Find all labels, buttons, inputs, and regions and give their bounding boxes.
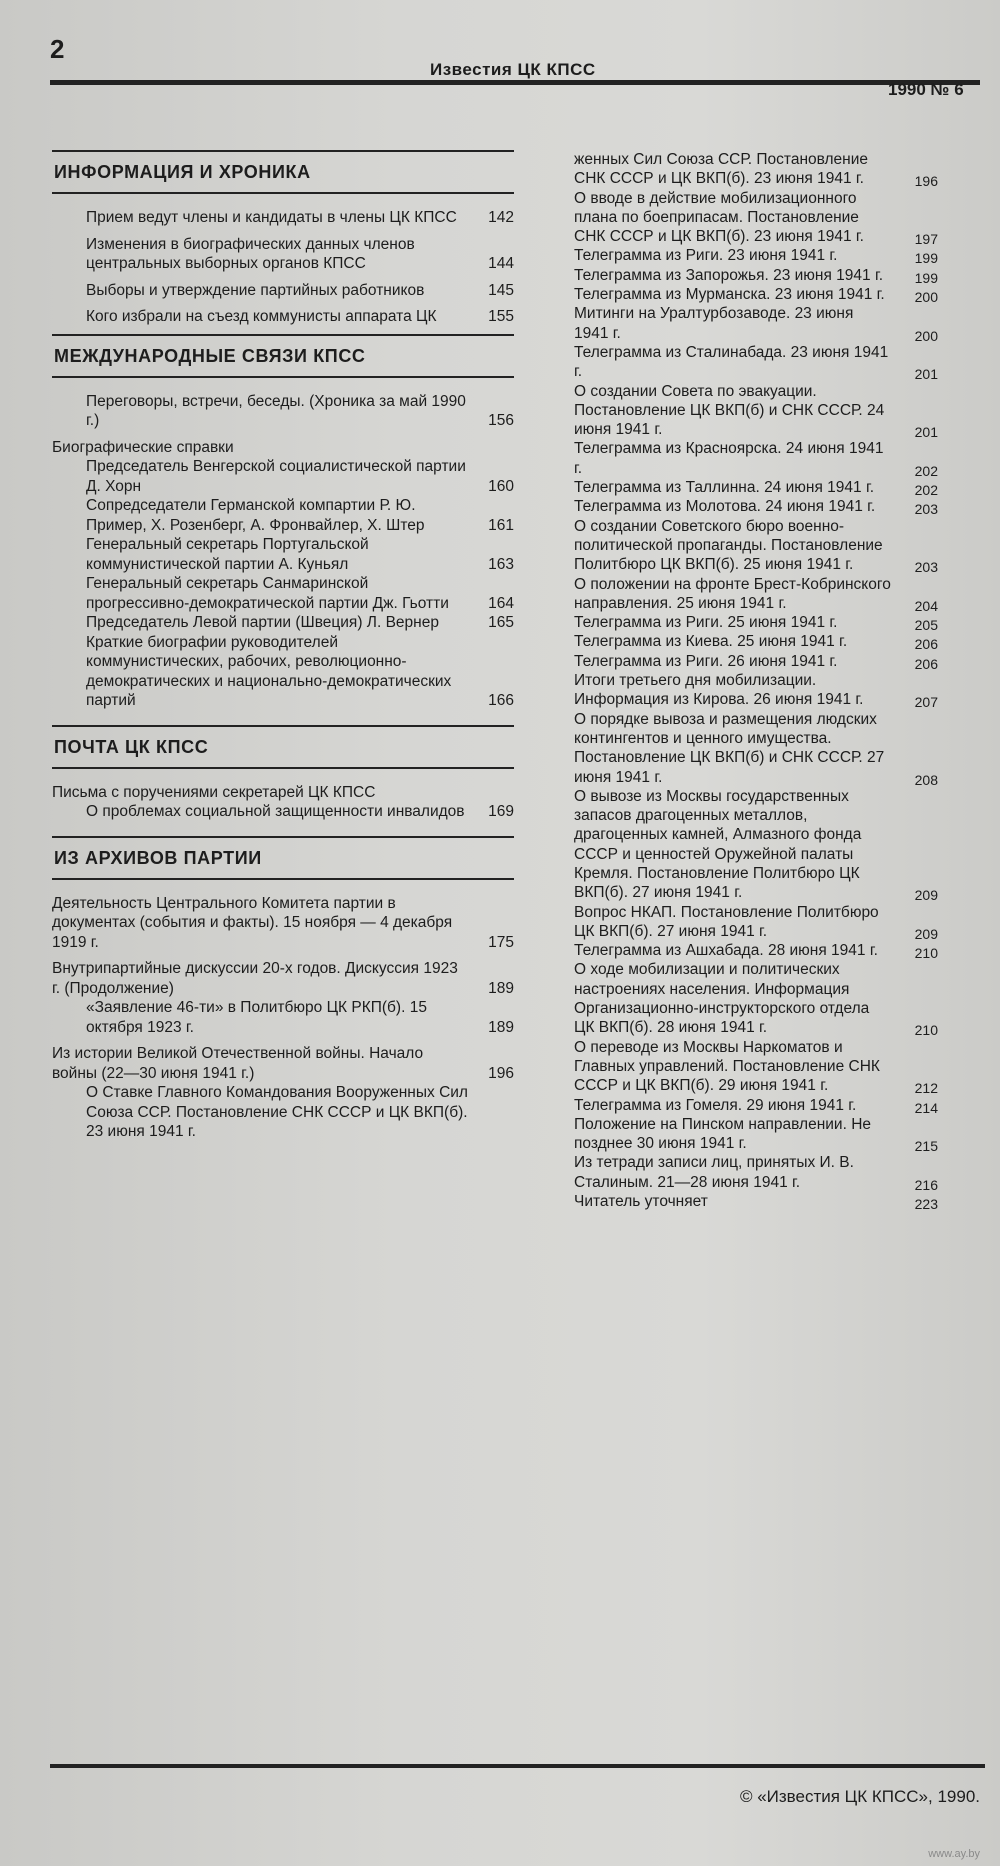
toc-page-number: 196 (914, 173, 938, 190)
toc-entry[interactable] (574, 941, 938, 960)
toc-page-number: 215 (914, 1138, 938, 1155)
toc-group-label: Биографические справки (52, 438, 234, 456)
toc-entry[interactable] (574, 903, 938, 942)
toc-entry[interactable] (52, 1044, 514, 1083)
footer-rule (50, 1764, 985, 1768)
toc-entry[interactable] (574, 439, 938, 478)
toc-entry-title: О проблемах социальной защищенности инвалидов (86, 803, 465, 820)
toc-entry[interactable] (52, 959, 514, 998)
toc-entry-title: О создании Совета по эвакуации. Постановление ЦК ВКП(б) и СНК СССР. 24 июня 1941 г. (574, 382, 885, 439)
watermark: www.ay.by (928, 1848, 980, 1860)
toc-page-number: 166 (488, 692, 514, 709)
toc-entry-title: Телеграмма из Запорожья. 23 июня 1941 г. (574, 266, 884, 284)
toc-page-number: 189 (488, 979, 514, 997)
toc-entry[interactable] (52, 235, 514, 274)
toc-entry-title: Председатель Левой партии (Швеция) Л. Вернер (86, 614, 439, 631)
toc-entry[interactable] (574, 189, 938, 247)
toc-entry[interactable] (52, 574, 514, 613)
toc-entry[interactable] (574, 960, 938, 1037)
toc-entry[interactable] (52, 998, 514, 1037)
toc-entry[interactable] (574, 652, 938, 671)
toc-entry-title: О порядке вывоза и размещения людских контингентов и ценного имущества. Постановление ЦК ВКП(б) и СНК СССР. 27 июня 1941 г. (574, 710, 885, 786)
toc-entry-title: О положении на фронте Брест-Кобринского направления. 25 июня 1941 г. (574, 575, 891, 612)
toc-page-number: 155 (488, 308, 514, 325)
issue-label: 1990 № 6 (888, 80, 964, 99)
toc-entry-title: О переводе из Москвы Наркоматов и Главных управлений. Постановление СНК СССР и ЦК ВКП(б). 29 июня 1941 г. (574, 1038, 880, 1095)
toc-page-number: 207 (914, 694, 938, 711)
toc-page-number: 201 (914, 366, 938, 383)
toc-entry-title: Краткие биографии руководителей коммунистических, рабочих, революционно-демократических и национально-демократических партий (86, 633, 452, 709)
header-rule (50, 80, 980, 85)
toc-entry-title: Председатель Венгерской социалистической партии Д. Хорн (86, 458, 466, 495)
toc-entry[interactable] (574, 575, 938, 614)
toc-entry-title: Телеграмма из Ашхабада. 28 июня 1941 г. (574, 942, 878, 960)
toc-entry[interactable] (574, 150, 938, 189)
toc-entry[interactable] (574, 285, 938, 304)
toc-group-label: Письма с поручениями секретарей ЦК КПСС (52, 783, 376, 801)
toc-entry-title: О Ставке Главного Командования Вооруженных Сил Союза ССР. Постановление СНК СССР и ЦК ВКП(б). 23 июня 1941 г. (86, 1084, 468, 1140)
toc-entry[interactable] (574, 1115, 938, 1154)
page-number: 2 (50, 34, 65, 64)
toc-entry-title: Митинги на Уралтурбозаводе. 23 июня 1941 г. (574, 305, 854, 342)
section-title: ПОЧТА ЦК КПСС (54, 736, 209, 757)
toc-entry-title: Сопредседатели Германской компартии Р. Ю. Пример, Х. Розенберг, А. Фронвайлер, Х. Штер (86, 497, 425, 534)
toc-entry-title: О создании Советского бюро военно-политической пропаганды. Постановление Политбюро ЦК ВКП(б). 25 июня 1941 г. (574, 517, 883, 574)
toc-entry[interactable] (574, 1038, 938, 1096)
toc-entry-title: Переговоры, встречи, беседы. (Хроника за май 1990 г.) (86, 392, 466, 429)
toc-entry-title: Телеграмма из Риги. 25 июня 1941 г. (574, 614, 838, 632)
toc-page-number: 144 (488, 255, 514, 272)
toc-entry-title: Генеральный секретарь Санмаринской прогрессивно-демократической партии Дж. Гьотти (86, 575, 449, 612)
toc-entry[interactable] (52, 802, 514, 822)
toc-page-number: 200 (914, 289, 938, 306)
toc-entry[interactable] (574, 478, 938, 497)
toc-entry[interactable] (52, 307, 514, 327)
toc-page-number: 165 (488, 614, 514, 631)
toc-page-number: 214 (914, 1099, 938, 1116)
toc-entry-title: «Заявление 46-ти» в Политбюро ЦК РКП(б). 15 октября 1923 г. (86, 999, 427, 1036)
toc-entry-title: Телеграмма из Риги. 23 июня 1941 г. (574, 247, 838, 265)
section-title: МЕЖДУНАРОДНЫЕ СВЯЗИ КПСС (54, 345, 366, 366)
toc-entry[interactable] (574, 1096, 938, 1115)
toc-entry-title: Читатель уточняет (574, 1193, 708, 1211)
toc-entry-title: Телеграмма из Молотова. 24 июня 1941 г. (574, 498, 876, 516)
toc-entry-title: Кого избрали на съезд коммунисты аппарата ЦК (86, 308, 437, 325)
toc-page-number: 210 (914, 945, 938, 962)
toc-entry[interactable] (574, 787, 938, 903)
toc-page-number: 202 (914, 482, 938, 499)
toc-page-number: 209 (914, 887, 938, 904)
toc-page-number: 202 (914, 462, 938, 479)
toc-entry-title: Телеграмма из Красноярска. 24 июня 1941 г. (574, 440, 884, 477)
toc-entry[interactable] (52, 281, 514, 301)
toc-entry[interactable] (52, 392, 514, 431)
toc-page-number: 223 (914, 1196, 938, 1213)
section-title: ИНФОРМАЦИЯ И ХРОНИКА (54, 162, 311, 182)
toc-entry-continued[interactable] (52, 1083, 514, 1140)
toc-entry-title: Телеграмма из Гомеля. 29 июня 1941 г. (574, 1096, 857, 1114)
toc-page-number: 206 (914, 655, 938, 672)
toc-entry[interactable] (574, 266, 938, 285)
toc-page-number: 216 (914, 1176, 938, 1193)
toc-page-number: 160 (488, 477, 514, 495)
toc-page-number: 206 (914, 636, 938, 653)
toc-entry-title: Телеграмма из Киева. 25 июня 1941 г. (574, 633, 848, 651)
toc-entry[interactable] (574, 517, 938, 575)
toc-page-number: 203 (914, 501, 938, 518)
toc-page-number: 212 (914, 1080, 938, 1097)
toc-entry[interactable] (574, 1192, 938, 1211)
toc-page-number: 196 (488, 1064, 514, 1082)
toc-page-number: 208 (914, 771, 938, 788)
toc-entry[interactable] (574, 382, 938, 440)
toc-entry-title: Телеграмма из Таллинна. 24 июня 1941 г. (574, 479, 875, 497)
toc-entry-title: Внутрипартийные дискуссии 20-х годов. Дискуссия 1923 г. (Продолжение) (52, 960, 458, 997)
toc-page-number: 210 (914, 1022, 938, 1039)
toc-page-number: 197 (914, 231, 938, 248)
toc-entry-title: Изменения в биографических данных членов центральных выборных органов КПСС (86, 235, 415, 272)
toc-page-number: 189 (488, 1018, 514, 1036)
toc-entry[interactable] (574, 613, 938, 632)
toc-page-number: 204 (914, 597, 938, 614)
toc-entry-title: женных Сил Союза ССР. Постановление СНК СССР и ЦК ВКП(б). 23 июня 1941 г. (574, 151, 869, 188)
toc-entry[interactable] (52, 894, 514, 953)
toc-entry[interactable] (52, 613, 514, 633)
toc-entry[interactable] (52, 208, 514, 228)
toc-entry-title: Деятельность Центрального Комитета партии в документах (события и факты). 15 ноября — 4 декабря 1919 г. (52, 894, 453, 951)
toc-right-column (574, 150, 938, 1211)
toc-page-number: 145 (488, 281, 514, 299)
toc-entry-title: Прием ведут члены и кандидаты в члены ЦК КПСС (86, 209, 457, 226)
toc-entry-title: Телеграмма из Сталинабада. 23 июня 1941 г. (574, 343, 889, 381)
toc-entry[interactable] (574, 343, 938, 382)
toc-page-number: 201 (914, 424, 938, 441)
copyright-notice: © «Известия ЦК КПСС», 1990. (739, 1787, 980, 1806)
toc-entry-title: Вопрос НКАП. Постановление Политбюро ЦК ВКП(б). 27 июня 1941 г. (574, 903, 879, 940)
journal-title: Известия ЦК КПСС (430, 60, 596, 79)
toc-entry-title: Телеграмма из Риги. 26 июня 1941 г. (574, 652, 838, 670)
toc-entry[interactable] (574, 497, 938, 516)
toc-entry-title: О ходе мобилизации и политических настроениях населения. Информация Организационно-инструкторского отдела ЦК ВКП(б). 28 июня 1941 г. (574, 961, 870, 1037)
toc-entry[interactable] (574, 710, 938, 787)
toc-page-number: 156 (488, 412, 514, 429)
toc-entry-title: Итоги третьего дня мобилизации. Информация из Кирова. 26 июня 1941 г. (574, 672, 864, 709)
toc-page-number: 209 (914, 925, 938, 942)
toc-page-number: 203 (914, 559, 938, 576)
toc-entry[interactable] (52, 633, 514, 711)
toc-entry[interactable] (574, 1153, 938, 1192)
toc-entry-title: Из истории Великой Отечественной войны. Начало войны (22—30 июня 1941 г.) (52, 1045, 424, 1082)
toc-entry-title: О вывозе из Москвы государственных запасов драгоценных металлов, драгоценных камней, Алмазного фонда СССР и ценностей Оружейной палаты Кремля. Постановление Политбюро ЦК ВКП(б). 27 июня 1941 г. (574, 787, 862, 902)
toc-entry-title: Выборы и утверждение партийных работников (86, 281, 425, 299)
toc-page-number: 161 (488, 516, 514, 534)
toc-page-number: 142 (488, 209, 514, 226)
toc-entry[interactable] (574, 632, 938, 651)
toc-entry[interactable] (574, 304, 938, 343)
section-title: ИЗ АРХИВОВ ПАРТИИ (54, 847, 262, 868)
toc-entry[interactable] (52, 535, 514, 574)
toc-page-number: 205 (914, 617, 938, 634)
toc-entry[interactable] (52, 496, 514, 535)
toc-page-number: 169 (488, 803, 514, 820)
toc-entry-title: Генеральный секретарь Португальской коммунистической партии А. Куньял (86, 536, 369, 573)
toc-entry[interactable] (574, 671, 938, 710)
toc-page-number: 199 (914, 269, 938, 286)
toc-page-number: 163 (488, 555, 514, 573)
toc-left-column (52, 150, 514, 1140)
toc-page-number: 164 (488, 594, 514, 612)
toc-entry-title: О вводе в действие мобилизационного плана по боеприпасам. Постановление СНК СССР и ЦК ВКП(б). 23 июня 1941 г. (574, 189, 864, 246)
toc-entry-title: Из тетради записи лиц, принятых И. В. Сталиным. 21—28 июня 1941 г. (574, 1154, 854, 1191)
toc-entry-title: Телеграмма из Мурманска. 23 июня 1941 г. (574, 286, 885, 304)
toc-page-number: 175 (488, 933, 514, 951)
toc-entry-title: Положение на Пинском направлении. Не позднее 30 июня 1941 г. (574, 1115, 872, 1153)
toc-page-number: 200 (914, 327, 938, 344)
toc-page-number: 199 (914, 250, 938, 267)
toc-entry[interactable] (574, 246, 938, 265)
toc-entry[interactable] (52, 457, 514, 496)
